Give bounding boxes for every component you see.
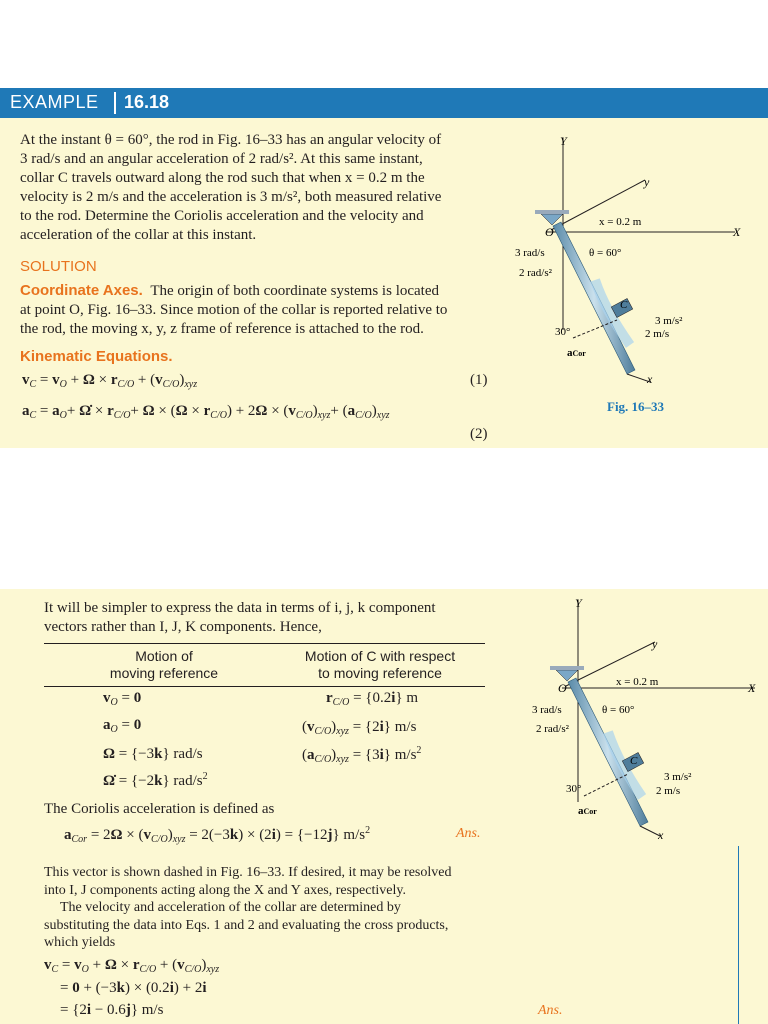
kinematic-equations-title: Kinematic Equations. <box>20 348 173 365</box>
C-label: C <box>620 299 628 311</box>
problem-line: velocity is 2 m/s and the acceleration is 3 m/s², both measured relative <box>20 189 442 205</box>
Omega-dot-value: Ω̇ = {−2k} rad/$s^2$ <box>103 771 208 789</box>
Y-axis-label: Y <box>560 134 567 148</box>
answer-marker-2: Ans. <box>538 1003 563 1018</box>
shown-line: substituting the data into Eqs. 1 and 2 and evaluating the cross products, <box>44 917 449 933</box>
col1-header: Motion of moving reference <box>109 648 219 681</box>
coordinate-axes-paragraph <box>20 281 492 339</box>
rod <box>553 222 635 374</box>
Y-axis-label: Y <box>575 596 582 610</box>
problem-line: collar C travels outward along the rod such that when x = 0.2 m the <box>20 170 425 186</box>
omega-label: 3 rad/s <box>515 247 545 259</box>
omega-label: 3 rad/s <box>532 704 562 716</box>
example-number: 16.18 <box>124 92 170 112</box>
velocity-step-1: = 0 + (−3k) × (0.2i) + 2i <box>60 980 207 996</box>
problem-line: At the instant θ = 60°, the rod in Fig. 16–33 has an angular velocity of <box>20 132 442 148</box>
problem-line: 3 rad/s and an angular acceleration of 2 rad/s². At this same instant, <box>20 151 423 167</box>
accel-label: 3 m/s² <box>655 315 683 327</box>
equation-1-number: (1) <box>470 372 488 388</box>
alpha-label: 2 rad/s² <box>519 267 552 279</box>
rCO-value: $r_{C/O} = \{0.2i\}$ m <box>326 690 419 708</box>
header-separator <box>114 92 116 114</box>
aCO-value: $(a_{C/O})_{xyz} = \{3i\}$ $m/s^2$ <box>302 745 422 765</box>
table-top-rule <box>44 643 485 644</box>
shown-line: The velocity and acceleration of the collar are determined by <box>60 900 401 915</box>
coord-line: at point O, Fig. 16–33. Since motion of the collar is reported relative to <box>20 302 448 318</box>
rod <box>568 678 648 826</box>
figure-16-33-top <box>505 130 768 430</box>
C-label: C <box>630 755 638 767</box>
alpha-label: 2 rad/s² <box>536 723 569 735</box>
O-label: O <box>558 681 567 695</box>
solution-heading: SOLUTION <box>20 258 97 275</box>
theta-label: θ = 60° <box>602 704 635 716</box>
support-base <box>535 210 569 214</box>
distance-label: x = 0.2 m <box>616 676 659 688</box>
vO-value: $v_O = 0$ <box>103 690 142 708</box>
support-base <box>550 666 584 670</box>
angle-label: 30° <box>566 783 582 795</box>
figure-caption: Fig. 16–33 <box>607 399 665 414</box>
intro-line: It will be simpler to express the data in terms of i, j, k component <box>44 600 436 616</box>
intro-line: vectors rather than I, J, K components. Hence, <box>44 619 322 635</box>
example-header <box>0 88 768 118</box>
problem-statement <box>20 131 492 245</box>
x-axis-label: x <box>647 372 653 386</box>
coriolis-definition: The Coriolis acceleration is defined as <box>44 801 275 817</box>
Omega-value: Ω = {−3k} rad/s <box>103 746 203 762</box>
problem-line: acceleration of the collar at this instant. <box>20 227 257 243</box>
equation-2-number: (2) <box>470 426 488 442</box>
velocity-step-2: = {2i − 0.6j} m/s <box>60 1002 164 1018</box>
X-axis-label: X <box>748 681 756 695</box>
x-axis-label: x <box>658 828 664 842</box>
problem-line: to the rod. Determine the Coriolis acceleration and the velocity and <box>20 208 424 224</box>
table-header-rule <box>44 686 485 687</box>
figure-16-33-bottom <box>520 592 768 852</box>
margin-rule <box>738 846 739 1024</box>
aO-value: $a_O = 0$ <box>103 717 142 735</box>
accel-label: 3 m/s² <box>664 771 692 783</box>
velocity-label: 2 m/s <box>645 328 670 340</box>
theta-label: θ = 60° <box>589 247 622 259</box>
example-label: EXAMPLE <box>10 92 99 112</box>
x-axis <box>640 826 660 836</box>
shown-paragraph <box>44 864 488 952</box>
velocity-label: 2 m/s <box>656 785 681 797</box>
answer-marker-1: Ans. <box>456 826 481 841</box>
shown-line: into I, J components acting along the X and Y axes, respectively. <box>44 882 406 898</box>
shown-line: This vector is shown dashed in Fig. 16–33. If desired, it may be resolved <box>44 865 452 880</box>
acor-label: aCor <box>567 347 586 359</box>
angle-label: 30° <box>555 326 571 338</box>
equation-2: $a_C = a_O+$ Ω̇ × $r_{C/O}+ \Omega \times (\Omega \times r_{C/O}) + 2\Omega \times (v_{C/O})_{xyz}+ (a_{C/O})_{xyz}$ <box>22 403 390 421</box>
coord-axes-title: Coordinate Axes. <box>20 282 143 299</box>
coord-line: The origin of both coordinate systems is located <box>150 283 439 299</box>
col2-header: Motion of C with respect to moving reference <box>304 648 456 681</box>
coord-line: the rod, the moving x, y, z frame of reference is attached to the rod. <box>20 321 424 337</box>
coriolis-equation: $a_{Cor} = 2\Omega \times (v_{C/O})_{xyz} = 2(-3k) \times (2i) = \{-12j\}$ $m/s^2$ <box>64 825 371 845</box>
part2-intro <box>44 599 488 637</box>
vCO-value: $(v_{C/O})_{xyz} = \{2i\}$ m/s <box>302 719 417 737</box>
distance-label: x = 0.2 m <box>599 216 642 228</box>
y-axis-label: y <box>652 637 658 651</box>
equation-1: $v_C = v_O + \Omega \times r_{C/O} + (v_{C/O})_{xyz}$ <box>22 372 198 390</box>
y-axis-label: y <box>644 175 650 189</box>
O-label: O <box>545 225 554 239</box>
X-axis-label: X <box>733 225 741 239</box>
velocity-equation: $v_C = v_O + \Omega \times r_{C/O} + (v_{C/O})_{xyz}$ <box>44 957 220 975</box>
acor-label: aCor <box>578 805 597 817</box>
shown-line: which yields <box>44 935 116 950</box>
